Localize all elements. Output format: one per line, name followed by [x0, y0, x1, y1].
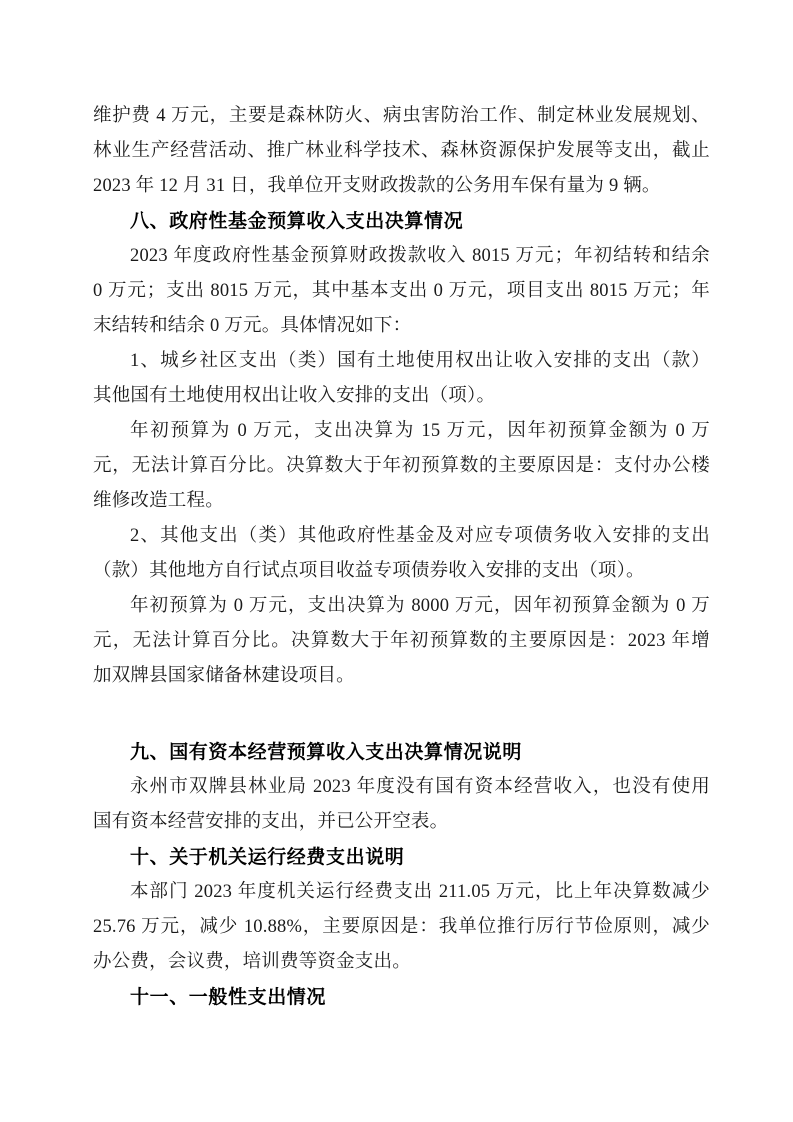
text-line: 2023 年度政府性基金预算财政拨款收入 8015 万元；年初结转和结余: [130, 246, 710, 266]
text-line: 维修改造工程。: [93, 491, 224, 511]
text-line: 国有资本经营安排的支出，并已公开空表。: [93, 812, 449, 832]
text-line: 其他国有土地使用权出让收入安排的支出（项）。: [93, 386, 496, 406]
section-8-heading: 八、政府性基金预算收入支出决算情况: [130, 211, 464, 232]
blank-line: [93, 694, 710, 735]
text-line: 0 万元；支出 8015 万元，其中基本支出 0 万元，项目支出 8015 万元；年: [93, 281, 710, 301]
text-line: 维护费 4 万元，主要是森林防火、病虫害防治工作、制定林业发展规划、: [93, 106, 710, 126]
section-11-heading: 十一、一般性支出情况: [130, 987, 327, 1008]
text-line: 元，无法计算百分比。决算数大于年初预算数的主要原因是：2023 年增: [93, 631, 710, 651]
text-line: 2023 年 12 月 31 日，我单位开支财政拨款的公务用车保有量为 9 辆。: [93, 176, 661, 196]
text-line: 2、其他支出（类）其他政府性基金及对应专项债务收入安排的支出: [130, 526, 710, 546]
text-line: 永州市双牌县林业局 2023 年度没有国有资本经营收入，也没有使用: [130, 777, 710, 797]
text-line: 办公费，会议费，培训费等资金支出。: [93, 952, 411, 972]
text-line: 年初预算为 0 万元，支出决算为 8000 万元，因年初预算金额为 0 万: [130, 596, 710, 616]
text-line: 林业生产经营活动、推广林业科学技术、森林资源保护发展等支出，截止: [93, 141, 710, 161]
text-line: 本部门 2023 年度机关运行经费支出 211.05 万元，比上年决算数减少: [130, 882, 710, 902]
text-line: 末结转和结余 0 万元。具体情况如下：: [93, 316, 412, 336]
document-content: [93, 99, 710, 1015]
text-line: 1、城乡社区支出（类）国有土地使用权出让收入安排的支出（款）: [130, 351, 710, 371]
text-line: 元，无法计算百分比。决算数大于年初预算数的主要原因是：支付办公楼: [93, 456, 710, 476]
text-line: （款）其他地方自行试点项目收益专项债券收入安排的支出（项）。: [93, 561, 645, 581]
text-line: 25.76 万元，减少 10.88%，主要原因是：我单位推行厉行节俭原则，减少: [93, 917, 710, 937]
section-10-heading: 十、关于机关运行经费支出说明: [130, 847, 405, 868]
text-line: 加双牌县国家储备林建设项目。: [93, 666, 355, 686]
text-line: 年初预算为 0 万元，支出决算为 15 万元，因年初预算金额为 0 万: [130, 421, 710, 441]
section-9-heading: 九、国有资本经营预算收入支出决算情况说明: [130, 742, 523, 763]
